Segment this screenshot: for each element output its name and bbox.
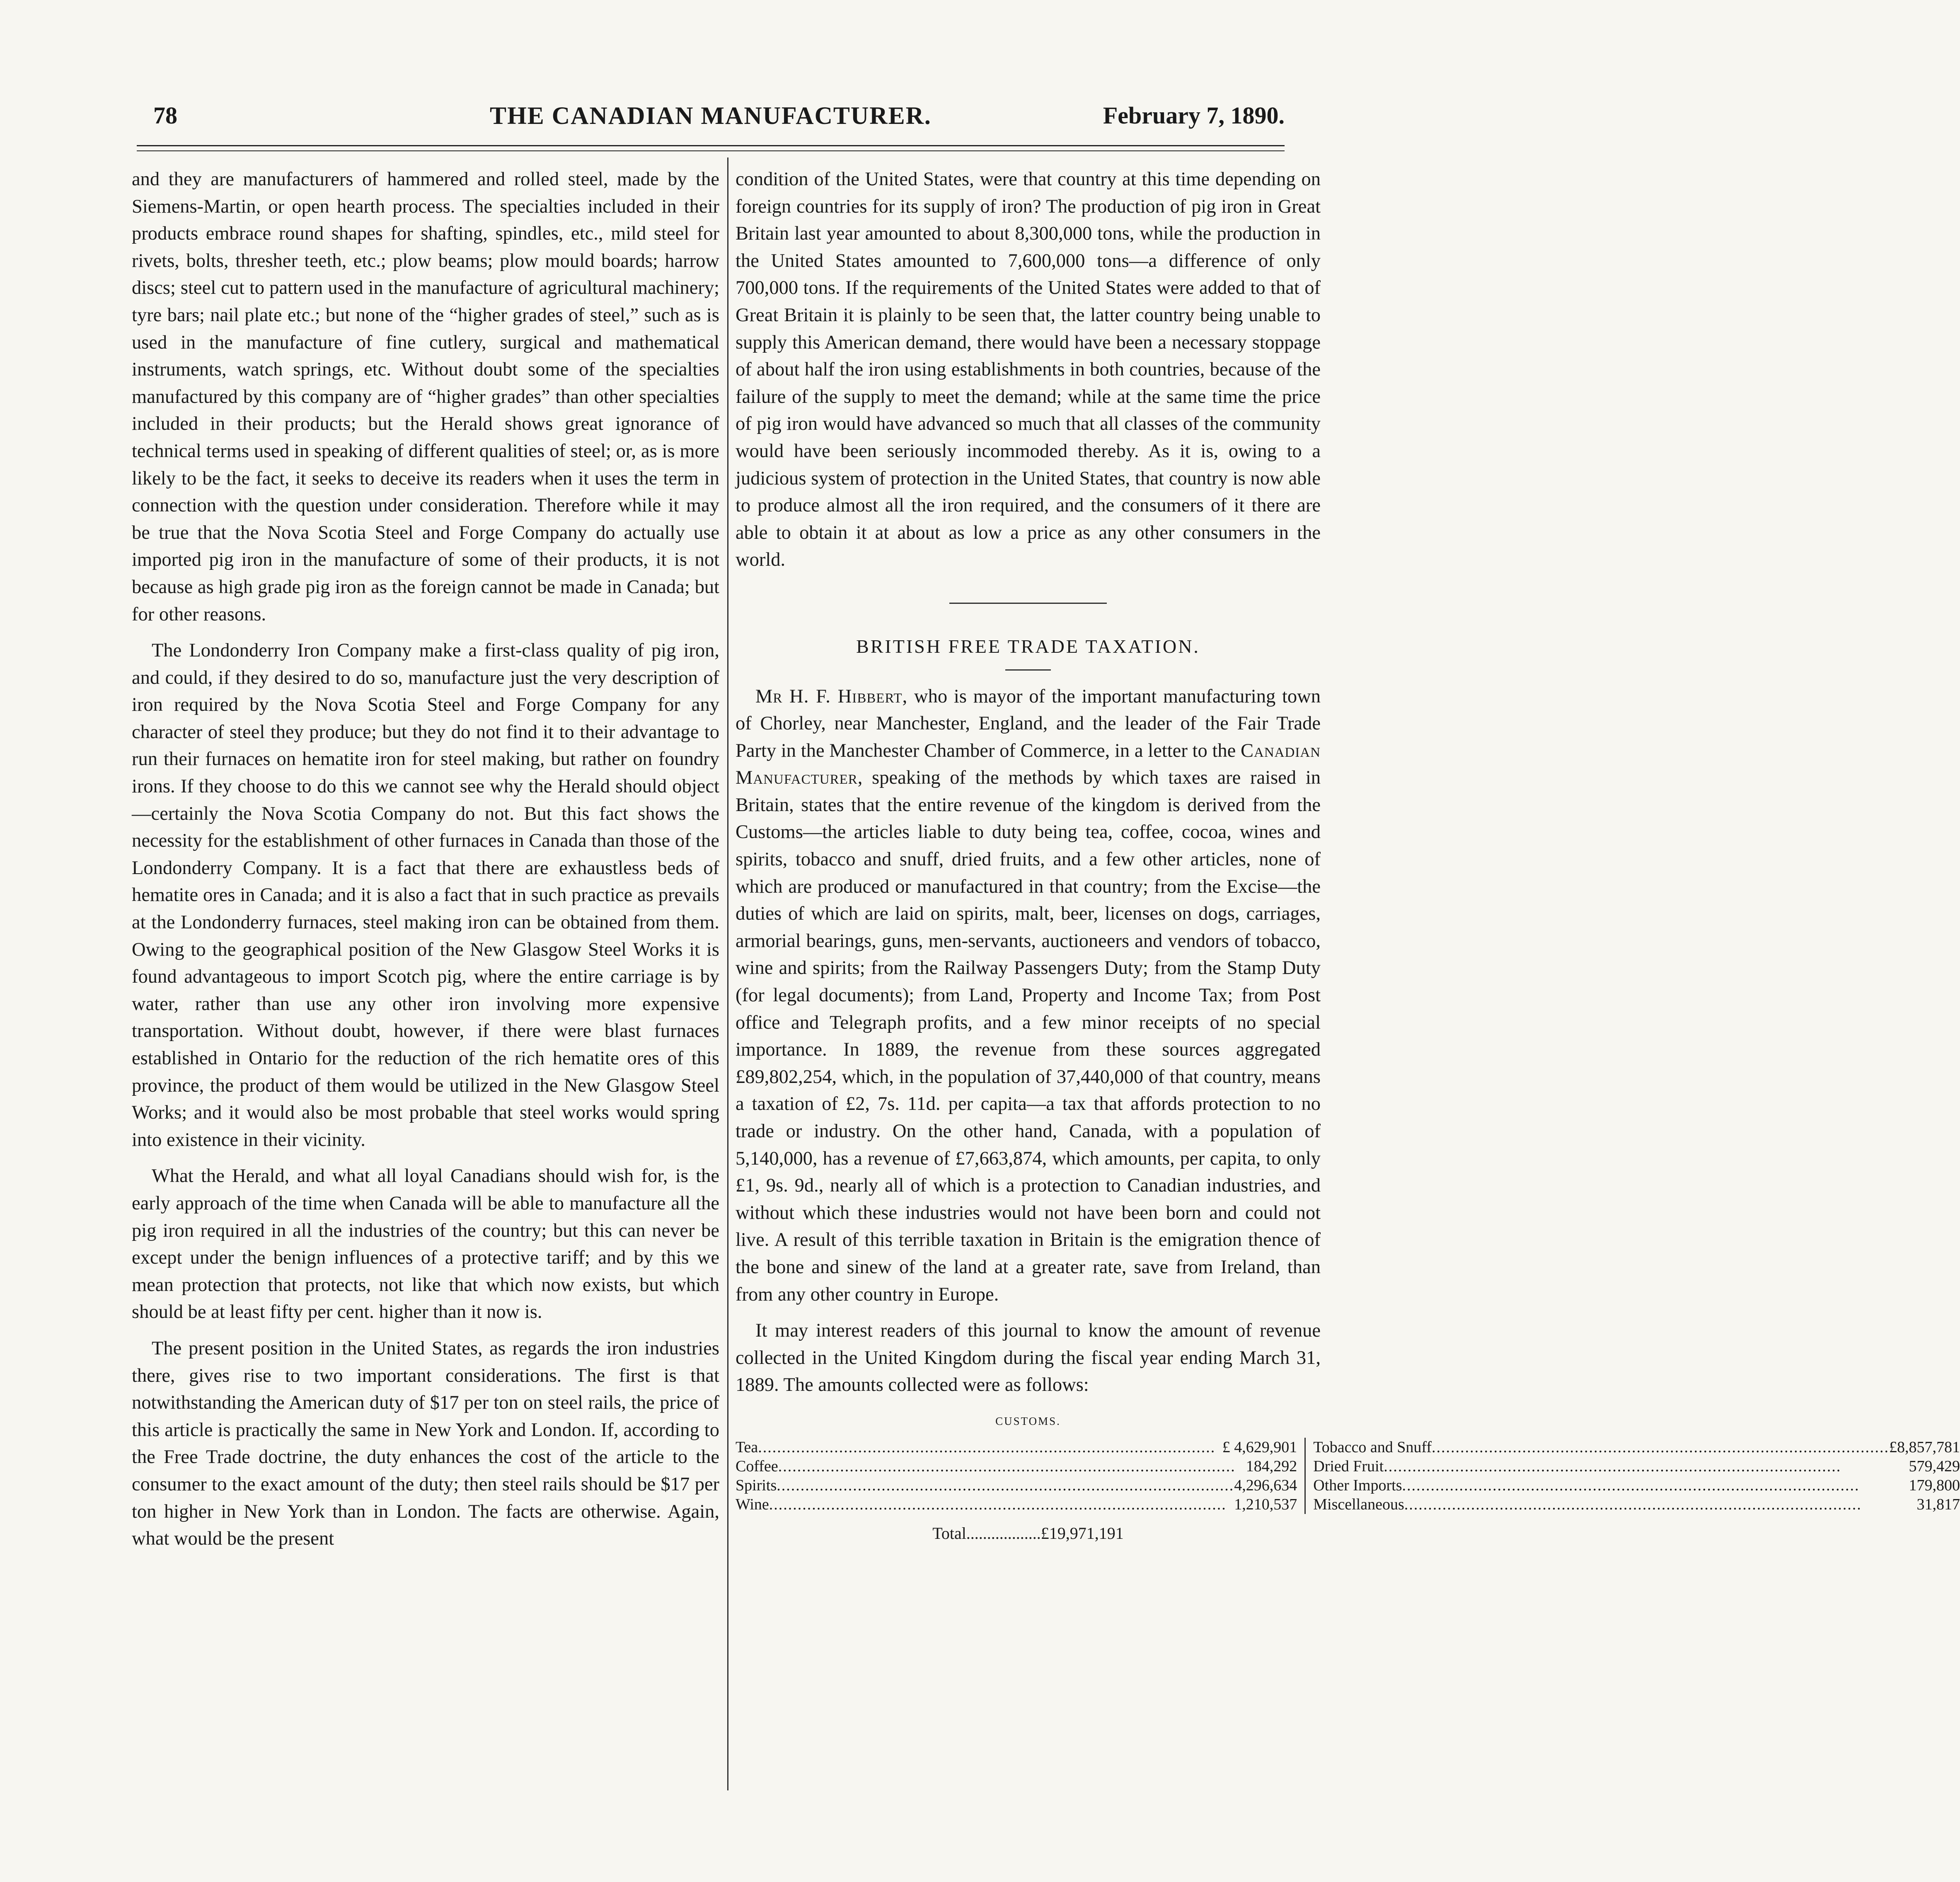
item-name: Tobacco and Snuff: [1313, 1438, 1432, 1456]
customs-left-column: [736, 1438, 1306, 1514]
header-rule: [137, 145, 1285, 151]
table-row: [736, 1495, 1297, 1514]
publication-title: THE CANADIAN MANUFACTURER.: [490, 102, 932, 129]
table-row: [1313, 1438, 1960, 1457]
customs-caption: CUSTOMS.: [995, 1415, 1061, 1427]
left-column: [132, 166, 719, 1562]
item-value: 4,296,634: [1234, 1476, 1297, 1494]
item-value: 1,210,537: [1234, 1495, 1297, 1513]
item-value: 31,817: [1916, 1495, 1960, 1513]
article-paragraph: and they are manufacturers of hammered and rolled steel, made by the Siemens-Martin, or open hearth process. The specialties included in their products embrace round shapes for shafting, spindles, etc., mild steel for rivets, bolts, thresher teeth, etc.; plow beams; plow mould boards; harrow discs; steel cut to pattern used in the manufacture of agricultural machinery; tyre bars; nail plate etc.; but none of the “higher grades of steel,” such as is used in the manufacture of fine cutlery, surgical and mathematical instruments, watch springs, etc. Without doubt some of the specialties manufactured by this company are of “higher grades” than other specialties included in their products; but the Herald shows great ignorance of technical terms used in speaking of different qualities of steel; or, as is more likely to be the fact, it seeks to deceive its readers when it uses the term in connection with the question under consideration. Therefore while it may be true that the Nova Scotia Steel and Forge Company do actually use imported pig iron in the manufacture of some of their products, it is not because as high grade pig iron as the foreign cannot be made in Canada; but for other reasons.: [132, 169, 719, 625]
table-row: [1313, 1495, 1960, 1514]
item-name: Other Imports: [1313, 1476, 1402, 1494]
item-name: Tea: [736, 1438, 758, 1456]
customs-total: Total..................£19,971,191: [932, 1524, 1124, 1543]
paragraph-text: , speaking of the methods by which taxes are raised in Britain, states that the entire revenue of the kingdom is derived from the Customs—the articles liable to duty being tea, coffee, cocoa, wines and spirits, tobacco and snuff, dried fruits, and a few other articles, none of which are produced or manufactured in that country; from the Excise—the duties of which are laid on spirits, malt, beer, licenses on dogs, carriages, armorial bearings, guns, men-servants, auctioneers and vendors of tobacco, wine and spirits; from the Railway Passengers Duty; from the Stamp Duty (for legal documents); from Land, Property and Income Tax; from Post office and Telegraph profits, and a few minor receipts of no special importance. In 1889, the revenue from these sources aggregated £89,802,254, which, in the population of 37,440,000 of that country, means a taxation of £2, 7s. 11d. per capita—a tax that affords protection to no trade or industry. On the other hand, Canada, with a population of 5,140,000, has a revenue of £7,663,874, which amounts, per capita, to only £1, 9s. 9d., nearly all of which is a protection to Canadian industries, and without which these industries would not have been born and could not live. A result of this terrible taxation in Britain is the emigration thence of the bone and sinew of the land at a greater rate, save from Ireland, than from any other country in Europe.: [736, 767, 1321, 1305]
article-paragraph: The present position in the United States, as regards the iron industries there, gives rise to two important considerations. The first is that notwithstanding the American duty of $17 per ton on steel rails, the price of this article is practically the same in New York and London. If, according to the Free Trade doctrine, the duty enhances the cost of the article to the consumer to the exact amount of the duty; then steel rails should be $17 per ton higher in New York than in London. The facts are otherwise. Again, what would be the present: [132, 1337, 719, 1550]
article-paragraph: What the Herald, and what all loyal Canadians should wish for, is the early approach of the time when Canada will be able to manufacture all the pig iron required in all the industries of the country; but this can never be except under the benign influences of a protective tariff; and by this we mean protection that protects, not like that which now exists, but which should be at least fifty per cent. higher than it now is.: [132, 1165, 719, 1323]
item-value: 179,800: [1909, 1476, 1960, 1494]
customs-right-column: [1306, 1438, 1960, 1514]
item-name: Miscellaneous: [1313, 1495, 1404, 1513]
page-number: 78: [153, 102, 177, 129]
table-row: [736, 1457, 1297, 1476]
item-name: Spirits: [736, 1476, 777, 1494]
item-value: £ 4,629,901: [1222, 1438, 1297, 1456]
right-column: [736, 166, 1960, 1547]
section-title: BRITISH FREE TRADE TAXATION.: [856, 635, 1200, 657]
customs-table: [736, 1438, 1960, 1514]
item-value: £8,857,781: [1889, 1438, 1960, 1456]
article-paragraph: It may interest readers of this journal to know the amount of revenue collected in the United Kingdom during the fiscal year ending March 31, 1889. The amounts collected were as follows:: [736, 1320, 1321, 1396]
item-name: Dried Fruit: [1313, 1457, 1384, 1475]
item-value: 579,429: [1909, 1457, 1960, 1475]
table-row: [1313, 1476, 1960, 1495]
publication-reference: Canadian Manufacturer: [736, 740, 1321, 789]
table-row: [1313, 1457, 1960, 1476]
item-name: Wine: [736, 1495, 769, 1513]
paragraph-text: who is mayor of the important manufacturing town of Chorley, near Manchester, England, and the leader of the Fair Trade Party in the Manchester Chamber of Commerce, in a letter to the: [736, 685, 1321, 761]
item-value: 184,292: [1246, 1457, 1297, 1475]
issue-date: February 7, 1890.: [1103, 102, 1285, 129]
item-name: Coffee: [736, 1457, 778, 1475]
table-row: [736, 1476, 1297, 1495]
column-divider: [727, 157, 728, 1790]
section-separator: [949, 603, 1107, 604]
article-paragraph: condition of the United States, were that country at this time depending on foreign countries for its supply of iron? The production of pig iron in Great Britain last year amounted to about 8,300,000 tons, while the production in the United States amounted to 7,600,000 tons—a difference of only 700,000 tons. If the requirements of the United States were added to that of Great Britain it is plainly to be seen that, the latter country being unable to supply this American demand, there would have been a necessary stoppage of about half the iron using establishments in both countries, because of the failure of the supply to meet the demand; while at the same time the price of pig iron would have advanced so much that all classes of the community would have been seriously incommoded thereby. As it is, owing to a judicious system of protection in the United States, that country is now able to produce almost all the iron required, and the consumers of it there are able to obtain it at about as low a price as any other consumers in the world.: [736, 169, 1321, 571]
page-header: [137, 102, 1285, 139]
table-row: [736, 1438, 1297, 1457]
article-paragraph: [736, 683, 1321, 1308]
author-name: Mr H. F. Hibbert,: [755, 685, 908, 707]
title-rule: [1005, 669, 1051, 671]
article-paragraph: The Londonderry Iron Company make a first-class quality of pig iron, and could, if they desired to do so, manufacture just the very description of iron required by the Nova Scotia Steel and Forge Company for any character of steel they produce; but they do not find it to their advantage to run their furnaces on hematite iron for steel making, but rather on foundry irons. If they choose to do this we cannot see why the Herald should object—certainly the Nova Scotia Company do not. But this fact shows the necessity for the establishment of other furnaces in Canada than those of the Londonderry Company. It is a fact that there are exhaustless beds of hematite ores in Canada; and it is also a fact that in such practice as prevails at the Londonderry furnaces, steel making iron can be obtained from them. Owing to the geographical position of the New Glasgow Steel Works it is found advantageous to import Scotch pig, where the entire carriage is by water, rather than use any other iron involving more expensive transportation. Without doubt, however, if there were blast furnaces established in Ontario for the reduction of the rich hematite ores of this province, the product of them would be utilized in the New Glasgow Steel Works; and it would also be most probable that steel works would spring into existence in their vicinity.: [132, 640, 719, 1151]
